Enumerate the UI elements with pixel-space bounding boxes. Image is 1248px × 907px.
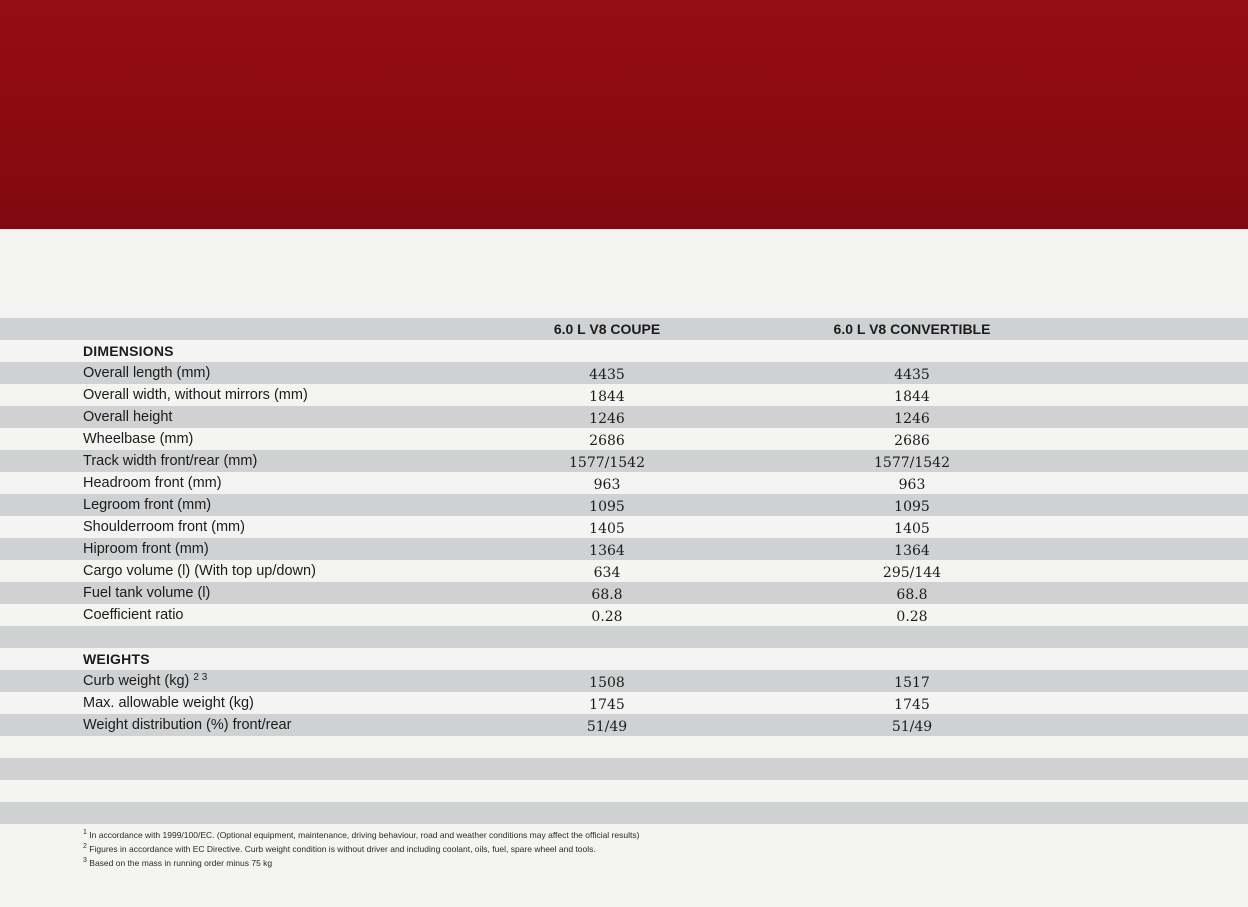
table-row [0,406,1248,428]
row-label: Weight distribution (%) front/rear [83,717,292,733]
footnote [83,827,639,841]
row-label: Overall height [83,409,173,425]
column-header-row [0,318,1248,340]
row-label: Overall width, without mirrors (mm) [83,387,308,403]
convertible-value: 963 [898,477,926,493]
coupe-value: 1095 [589,499,625,515]
red-header-band [0,0,1248,229]
footnote [83,841,639,855]
table-row [0,670,1248,692]
coupe-value: 4435 [589,367,625,383]
spacer-row [0,758,1248,780]
coupe-value: 2686 [589,433,625,449]
convertible-value: 295/144 [882,565,942,581]
column-header-coupe: 6.0 L V8 COUPE [553,321,661,337]
spacer-row [0,780,1248,802]
coupe-value: 51/49 [586,719,628,735]
footnote-number: 3 [83,856,87,864]
table-row [0,472,1248,494]
coupe-value: 1508 [589,675,625,691]
convertible-value: 1844 [894,389,930,405]
convertible-value: 1095 [894,499,930,515]
table-row [0,428,1248,450]
row-label-text: Curb weight (kg) [83,673,190,689]
section-heading-row [0,648,1248,670]
spacer-row [0,736,1248,758]
coupe-value: 68.8 [591,587,623,603]
row-label: Fuel tank volume (l) [83,585,211,601]
spec-table [0,318,1248,824]
coupe-value: 634 [593,565,621,581]
coupe-value: 1246 [589,411,625,427]
convertible-value: 1745 [894,697,930,713]
table-row [0,450,1248,472]
row-label: Hiproom front (mm) [83,541,209,557]
row-label: Wheelbase (mm) [83,431,194,447]
convertible-value: 1364 [894,543,930,559]
convertible-value: 1517 [894,675,930,691]
row-label: Headroom front (mm) [83,475,222,491]
table-row [0,560,1248,582]
row-label: Legroom front (mm) [83,497,212,513]
convertible-value: 1405 [894,521,930,537]
coupe-value: 1844 [589,389,625,405]
footnote [83,855,639,869]
row-label: Coefficient ratio [83,607,184,623]
footnote-text: In accordance with 1999/100/EC. (Optional equipment, maintenance, driving behaviour, road and weather conditions may affect the official results) [89,829,640,840]
coupe-value: 1405 [589,521,625,537]
section-heading-dimensions: DIMENSIONS [83,343,174,359]
coupe-value: 1577/1542 [569,455,645,471]
row-label: Track width front/rear (mm) [83,453,258,469]
table-row [0,538,1248,560]
row-label: Overall length (mm) [83,365,211,381]
table-row [0,516,1248,538]
coupe-value: 963 [593,477,621,493]
table-row [0,714,1248,736]
section-heading-row [0,340,1248,362]
spacer-row [0,626,1248,648]
spacer-row [0,802,1248,824]
coupe-value: 1745 [589,697,625,713]
row-label [83,670,207,692]
column-header-convertible: 6.0 L V8 CONVERTIBLE [833,321,991,337]
footnotes [83,827,639,868]
table-row [0,494,1248,516]
coupe-value: 1364 [589,543,625,559]
row-label: Shoulderroom front (mm) [83,519,245,535]
table-row [0,362,1248,384]
convertible-value: 1577/1542 [874,455,950,471]
convertible-value: 0.28 [896,609,928,625]
footnote-number: 1 [83,829,87,836]
row-label: Max. allowable weight (kg) [83,695,254,711]
coupe-value: 0.28 [591,609,623,625]
table-row [0,384,1248,406]
section-heading-weights: WEIGHTS [83,651,150,667]
row-label: Cargo volume (l) (With top up/down) [83,563,316,579]
footnote-text: Figures in accordance with EC Directive. Curb weight condition is without driver and including coolant, oils, fuel, spare wheel and tools. [89,843,596,854]
convertible-value: 51/49 [891,719,933,735]
table-row [0,582,1248,604]
convertible-value: 1246 [894,411,930,427]
footnote-number: 2 [83,842,87,850]
convertible-value: 4435 [894,367,930,383]
footnote-reference: 2 3 [193,672,208,683]
footnote-text: Based on the mass in running order minus 75 kg [89,857,273,868]
table-row [0,604,1248,626]
convertible-value: 68.8 [896,587,928,603]
table-row [0,692,1248,714]
convertible-value: 2686 [894,433,930,449]
